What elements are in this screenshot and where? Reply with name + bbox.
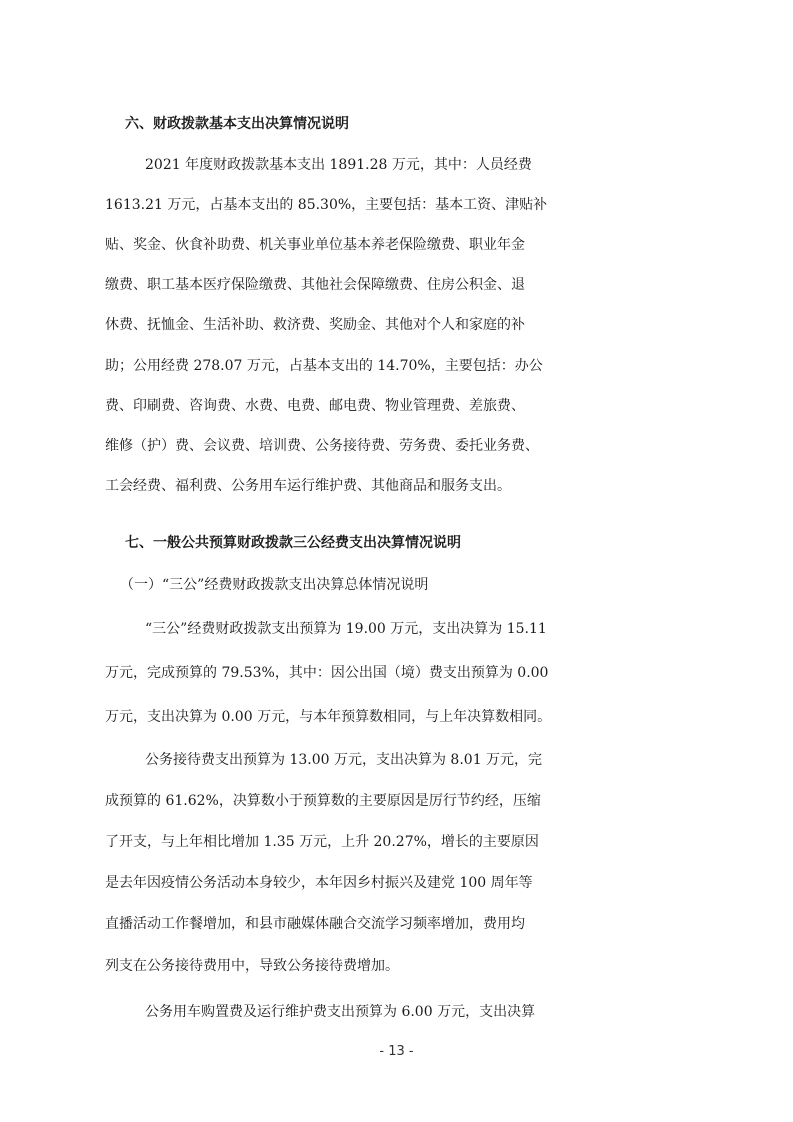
section-7-p2-line-4: 是去年因疫情公务活动本身较少，本年因乡村振兴及建党 100 周年等 bbox=[105, 875, 533, 891]
section-6-line-8: 维修（护）费、会议费、培训费、公务接待费、劳务费、委托业务费、 bbox=[105, 438, 539, 454]
section-7-p2-line-1: 公务接待费支出预算为 13.00 万元，支出决算为 8.01 万元，完 bbox=[145, 752, 543, 768]
section-6-line-7: 费、印刷费、咨询费、水费、电费、邮电费、物业管理费、差旅费、 bbox=[105, 398, 525, 414]
section-7-heading: 七、一般公共预算财政拨款三公经费支出决算情况说明 bbox=[125, 535, 461, 551]
section-6-line-4: 缴费、职工基本医疗保险缴费、其他社会保障缴费、住房公积金、退 bbox=[105, 277, 525, 293]
section-7-subheading: （一）“三公”经费财政拨款支出决算总体情况说明 bbox=[120, 577, 429, 593]
section-6-line-9: 工会经费、福利费、公务用车运行维护费、其他商品和服务支出。 bbox=[105, 478, 511, 494]
section-7-p1-line-3: 万元，支出决算为 0.00 万元，与本年预算数相同，与上年决算数相同。 bbox=[105, 709, 552, 725]
section-7-p1-line-2: 万元，完成预算的 79.53%，其中：因公出国（境）费支出预算为 0.00 bbox=[105, 665, 549, 681]
section-7-p2-line-6: 列支在公务接待费用中，导致公务接待费增加。 bbox=[105, 958, 399, 974]
section-6-line-2: 1613.21 万元，占基本支出的 85.30%，主要包括：基本工资、津贴补 bbox=[105, 197, 548, 213]
section-7-p2-line-5: 直播活动工作餐增加，和县市融媒体融合交流学习频率增加，费用均 bbox=[105, 916, 525, 932]
section-7-p3-line-1: 公务用车购置费及运行维护费支出预算为 6.00 万元，支出决算 bbox=[145, 1004, 536, 1020]
section-7-p2-line-3: 了开支，与上年相比增加 1.35 万元，上升 20.27%，增长的主要原因 bbox=[105, 834, 539, 850]
section-6-line-6: 助；公用经费 278.07 万元，占基本支出的 14.70%，主要包括：办公 bbox=[105, 358, 543, 374]
section-7-p1-line-1: “三公”经费财政拨款支出预算为 19.00 万元，支出决算为 15.11 bbox=[145, 621, 547, 637]
section-6-heading: 六、财政拨款基本支出决算情况说明 bbox=[125, 116, 349, 132]
section-7-p2-line-2: 成预算的 61.62%，决算数小于预算数的主要原因是厉行节约经，压缩 bbox=[105, 793, 541, 809]
section-6-line-5: 休费、抚恤金、生活补助、救济费、奖励金、其他对个人和家庭的补 bbox=[105, 317, 525, 333]
section-6-line-1: 2021 年度财政拨款基本支出 1891.28 万元，其中：人员经费 bbox=[145, 157, 532, 173]
page-number: - 13 - bbox=[379, 1044, 414, 1059]
section-6-line-3: 贴、奖金、伙食补助费、机关事业单位基本养老保险缴费、职业年金 bbox=[105, 237, 525, 253]
